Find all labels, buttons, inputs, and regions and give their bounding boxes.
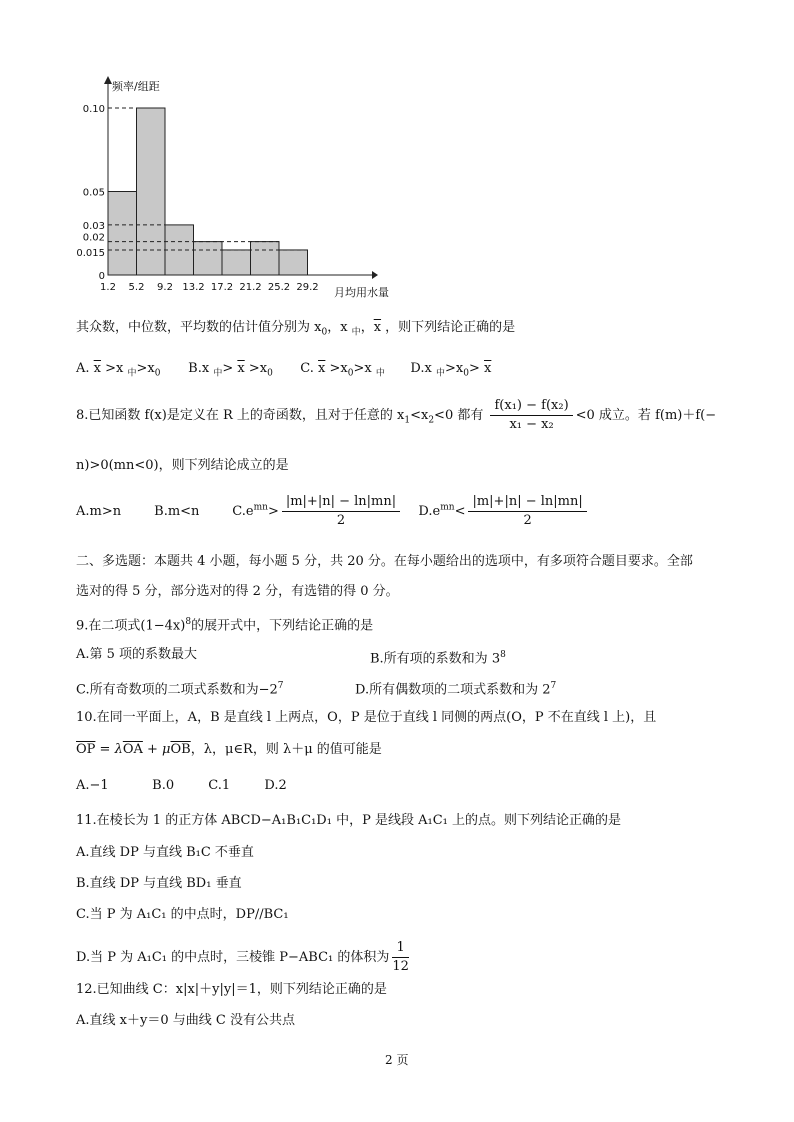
q9-option-d: D.所有偶数项的二项式系数和为 $2^7$	[355, 681, 557, 698]
q7-option-d: D.x $_中>x_0> \overline{x}$	[410, 361, 492, 379]
q9-stem: 9.在二项式$(1-4x)^8$的展开式中，下列结论正确的是	[76, 617, 374, 634]
y-tick-label: 0.10	[82, 104, 105, 115]
q8-option-a: A.m>n	[76, 504, 122, 519]
x-tick-label: 1.2	[100, 282, 116, 293]
q11-stem: 11.在棱长为 1 的正方体 ABCD−A₁B₁C₁D₁ 中，P 是线段 A₁C₁ 上的点。则下列结论正确的是	[76, 813, 621, 828]
q10-vector-equation: $\overline{OP} = \lambda\overline{OA} + \mu\overline{OB}$，λ，μ∈R，则 λ＋μ 的值可能是	[76, 742, 382, 757]
q8-option-d: $D.e^{mn}<$ $\frac{|m|+|n| - \ln|mn|}{2}$	[418, 494, 589, 529]
section2-heading: 二、多选题：本题共 4 小题，每小题 5 分，共 20 分。在每小题给出的选项中，有多项符合题目要求。全部	[76, 554, 693, 569]
q7-option-c: C. $\overline{x} >x_0>x$ $_中$	[300, 361, 385, 379]
y-tick-label: 0.03	[82, 220, 105, 232]
x-tick-label: 25.2	[267, 282, 291, 293]
y-axis-label: 频率/组距	[112, 80, 160, 93]
y-tick-label: 0.05	[82, 187, 105, 199]
q7-option-a: A. $\overline{x} >x$ $_中>x_0$	[76, 361, 161, 379]
q11-option-c: C.当 P 为 A₁C₁ 的中点时，DP//BC₁	[76, 907, 289, 922]
q10-option-b: B.0	[152, 778, 175, 793]
q10-option-d: D.2	[264, 778, 287, 793]
histogram-bar	[108, 192, 137, 276]
y-axis-arrow	[104, 76, 112, 84]
q7-options	[76, 361, 491, 382]
q8-fraction: $\frac{\text{f(x₁) − f(x₂)}}{\text{x₁ − x₂}}$	[490, 398, 572, 433]
section2-heading-line2: 选对的得 5 分，部分选对的得 2 分，有选错的得 0 分。	[76, 584, 399, 599]
x-tick-label: 5.2	[128, 282, 145, 293]
q9-option-c: C.所有奇数项的二项式系数和为$-2^7$	[76, 681, 284, 698]
q8-option-c: $C.e^{mn}>$ $\frac{|m|+|n| - \ln|mn|}{2}$	[232, 494, 414, 529]
y-tick-label: 0.02	[82, 232, 105, 244]
q8-stem-line2: n)>0(mn<0)，则下列结论成立的是	[76, 458, 289, 473]
q7-stem: 其众数，中位数，平均数的估计值分别为 $x_0$，x $_中$，$\overline{x}$ ，则下列结论正确的是	[76, 320, 516, 338]
page-number: 2 页	[385, 1053, 409, 1067]
q8-options	[76, 494, 590, 529]
q9-option-a: A.第 5 项的系数最大	[76, 647, 198, 662]
q10-options	[76, 778, 287, 794]
q8-stem: 8.已知函数 f(x)是定义在 R 上的奇函数，且对于任意的 $x_1<x_2<0$ 都有 $\frac{\text{f(x₁) − f(x₂)}}{\text{x₁ − x₂}}$ <0 成立。若 f(m)＋f(−	[76, 398, 717, 432]
x-tick-label: 29.2	[296, 282, 319, 293]
water-usage-histogram	[60, 70, 400, 305]
q7-option-b: B.x $_中> \overline{x} >x_0$	[188, 361, 273, 379]
x-tick-label: 9.2	[157, 282, 173, 293]
x-tick-label: 13.2	[182, 282, 205, 293]
histogram-bar	[222, 250, 251, 275]
q8-option-b: B.m<n	[154, 504, 200, 519]
x-tick-label: 21.2	[239, 282, 262, 293]
q10-option-a: A.−1	[76, 778, 109, 793]
x-tick-label: 17.2	[210, 282, 234, 293]
q11-option-d: D.当 P 为 A₁C₁ 的中点时，三棱锥 P−ABC₁ 的体积为 $\frac{1}{12}$	[76, 940, 409, 974]
q11-option-b: B.直线 DP 与直线 BD₁ 垂直	[76, 876, 242, 891]
histogram-bar	[251, 242, 280, 275]
y-tick-label: 0	[98, 271, 105, 282]
q12-option-a: A.直线 x＋y＝0 与曲线 C 没有公共点	[76, 1013, 295, 1028]
q11-option-a: A.直线 DP 与直线 B₁C 不垂直	[76, 845, 254, 860]
y-tick-label: 0.015	[76, 247, 105, 259]
q10-option-c: C.1	[208, 778, 231, 793]
q9-option-b: B.所有项的系数和为 $3^8$	[370, 650, 506, 667]
q10-stem: 10.在同一平面上，A，B 是直线 l 上两点，O，P 是位于直线 l 同侧的两点(O，P 不在直线 l 上)，且	[76, 710, 657, 725]
x-axis-label: 月均用水量	[334, 286, 389, 299]
x-axis-arrow	[372, 271, 378, 279]
histogram-bar	[194, 242, 223, 275]
histogram-bar	[279, 250, 308, 275]
q12-stem: 12.已知曲线 C：x|x|＋y|y|＝1，则下列结论正确的是	[76, 982, 387, 997]
